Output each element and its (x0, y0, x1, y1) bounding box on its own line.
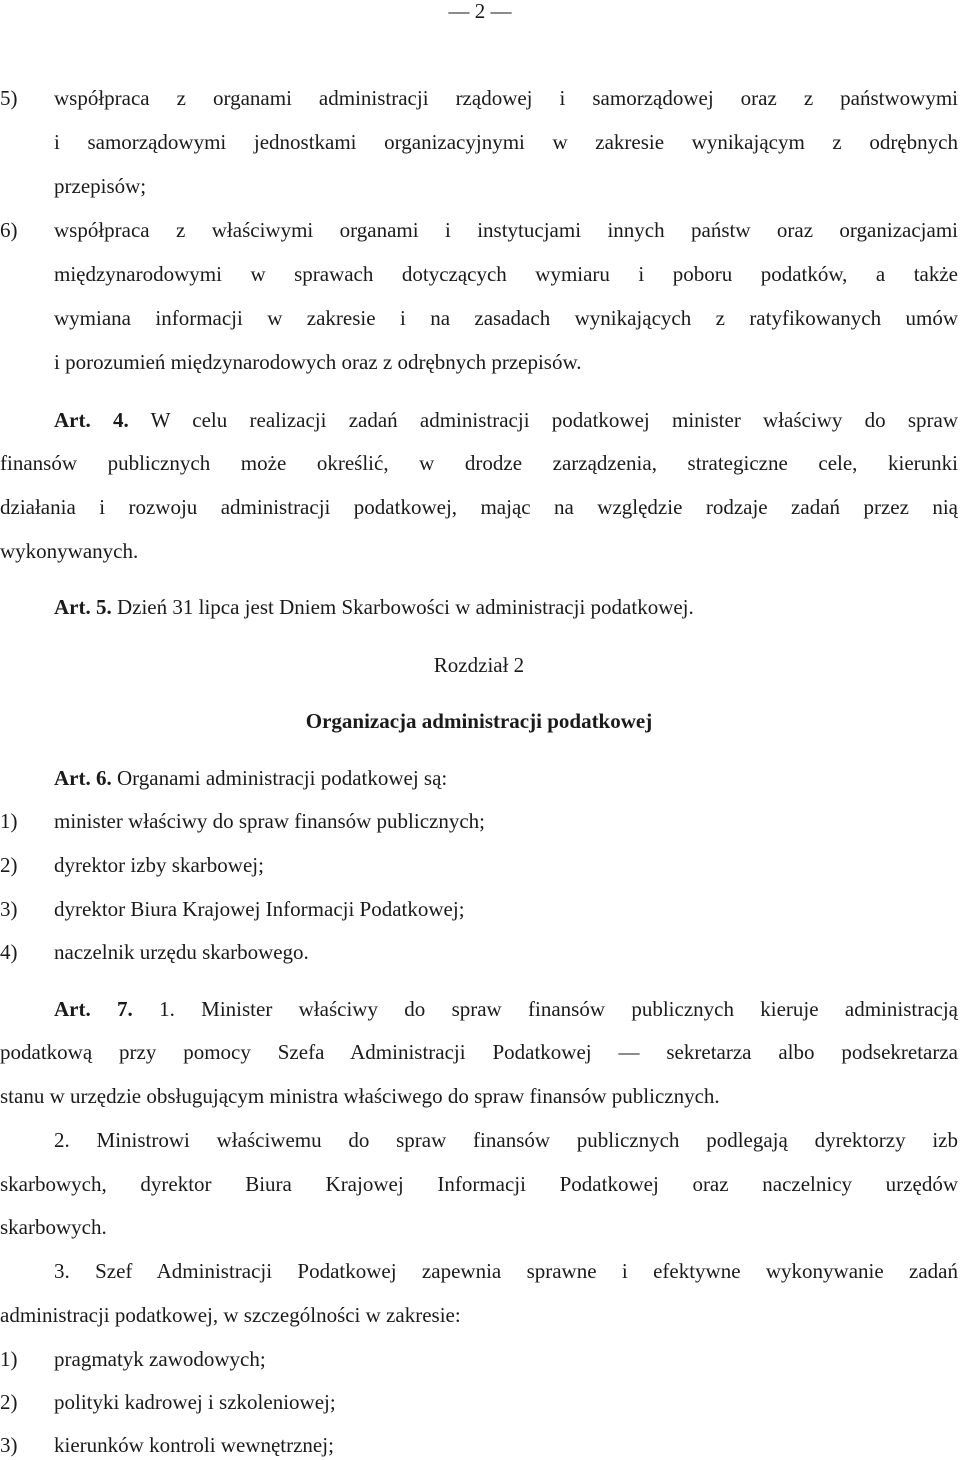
list-item-5-line-2: i samorządowymi jednostkami organizacyjnymi w zakresie wynikającym z odrębnych (54, 130, 958, 154)
list-number: 1) (0, 809, 18, 833)
art-6-line-1 (54, 763, 960, 793)
art-7-para-2-line-2: skarbowych, dyrektor Biura Krajowej Informacji Podatkowej oraz naczelnicy urzędów (0, 1172, 958, 1196)
line-text: polityki kadrowej i szkoleniowej; (54, 1390, 336, 1414)
art-6-item-3 (0, 894, 958, 924)
art-6-item-1 (0, 806, 958, 836)
art-7-line-3: stanu w urzędzie obsługującym ministra właściwego do spraw finansów publicznych. (0, 1084, 720, 1108)
chapter-title: Organizacja administracji podatkowej (305, 709, 653, 733)
page-number: — 2 — (448, 0, 512, 23)
art-5-line-1 (54, 592, 960, 622)
line-text: Organami administracji podatkowej są: (116, 766, 448, 790)
art-4-line-4: wykonywanych. (0, 539, 139, 563)
line-text: kierunków kontroli wewnętrznej; (54, 1433, 334, 1457)
chapter-number: Rozdział 2 (433, 653, 525, 677)
list-number: 3) (0, 1433, 18, 1457)
art-4-line-2: finansów publicznych może określić, w drodze zarządzenia, strategiczne cele, kierunki (0, 451, 958, 475)
line-text: minister właściwy do spraw finansów publicznych; (54, 809, 485, 833)
art-7-para-2-line-1: 2. Ministrowi właściwemu do spraw finansów publicznych podlegają dyrektorzy izb (54, 1128, 958, 1152)
line-text: 1. Minister właściwy do spraw finansów publicznych kieruje administracją (159, 997, 959, 1021)
line-text: współpraca z organami administracji rządowej i samorządowej oraz z państwowymi (54, 86, 958, 110)
article-number: Art. 5. (54, 595, 112, 619)
art-7-item-2 (0, 1387, 958, 1417)
art-7-item-3 (0, 1430, 958, 1460)
list-item-6-line-1 (0, 215, 958, 245)
art-7-para-3-line-1: 3. Szef Administracji Podatkowej zapewnia sprawne i efektywne wykonywanie zadań (54, 1259, 958, 1283)
line-text: współpraca z właściwymi organami i instytucjami innych państw oraz organizacjami (54, 218, 958, 242)
list-item-6-line-4: i porozumień międzynarodowych oraz z odrębnych przepisów. (54, 350, 582, 374)
list-item-5-line-1 (0, 83, 958, 113)
line-text: Dzień 31 lipca jest Dniem Skarbowości w administracji podatkowej. (116, 595, 694, 619)
art-6-item-2 (0, 850, 958, 880)
list-number: 5) (0, 86, 18, 110)
line-text: dyrektor izby skarbowej; (54, 853, 264, 877)
art-4-line-3: działania i rozwoju administracji podatkowej, mając na względzie rodzaje zadań przez nią (0, 495, 958, 519)
list-item-6-line-3: wymiana informacji w zakresie i na zasadach wynikających z ratyfikowanych umów (54, 306, 958, 330)
list-item-5-line-3: przepisów; (54, 174, 147, 198)
art-7-para-3-line-2: administracji podatkowej, w szczególności w zakresie: (0, 1303, 461, 1327)
art-7-line-2: podatkową przy pomocy Szefa Administracji Podatkowej — sekretarza albo podsekretarza (0, 1040, 958, 1064)
list-number: 6) (0, 218, 18, 242)
art-4-line-1 (54, 405, 958, 435)
line-text: W celu realizacji zadań administracji podatkowej minister właściwy do spraw (150, 408, 959, 432)
article-number: Art. 7. (54, 997, 133, 1021)
art-7-line-1 (54, 994, 958, 1024)
list-number: 2) (0, 1390, 18, 1414)
line-text: naczelnik urzędu skarbowego. (54, 940, 309, 964)
art-7-para-2-line-3: skarbowych. (0, 1215, 107, 1239)
article-number: Art. 4. (54, 408, 129, 432)
list-item-6-line-2: międzynarodowymi w sprawach dotyczących wymiaru i poboru podatków, a także (54, 262, 958, 286)
list-number: 4) (0, 940, 18, 964)
art-6-item-4 (0, 937, 958, 967)
art-7-item-1 (0, 1344, 958, 1374)
article-number: Art. 6. (54, 766, 112, 790)
line-text: dyrektor Biura Krajowej Informacji Podatkowej; (54, 897, 465, 921)
line-text: pragmatyk zawodowych; (54, 1347, 266, 1371)
list-number: 2) (0, 853, 18, 877)
list-number: 3) (0, 897, 18, 921)
list-number: 1) (0, 1347, 18, 1371)
